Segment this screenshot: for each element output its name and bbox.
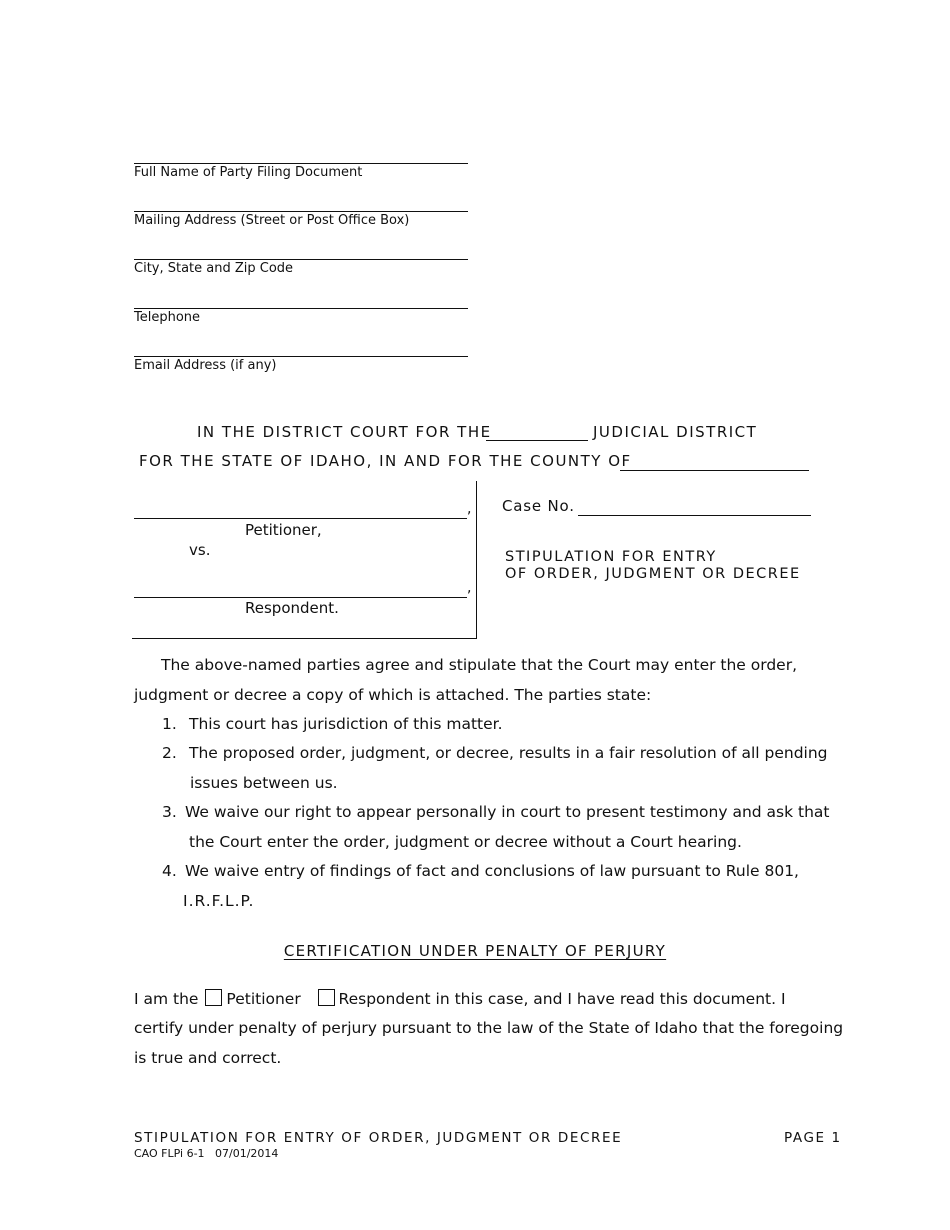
- email-label: Email Address (if any): [134, 358, 277, 373]
- item-4-line-2: I.R.F.L.P.: [183, 892, 255, 910]
- county-input-line[interactable]: [620, 470, 809, 471]
- document-title-line-1: STIPULATION FOR ENTRY: [505, 549, 717, 565]
- certification-heading-text: CERTIFICATION UNDER PENALTY OF PERJURY: [283, 942, 667, 960]
- footer-form-id: CAO FLPi 6-1 07/01/2014: [134, 1147, 279, 1160]
- respondent-checkbox[interactable]: [318, 989, 335, 1006]
- document-title-line-2: OF ORDER, JUDGMENT OR DECREE: [505, 566, 801, 582]
- item-1-line-1: This court has jurisdiction of this matter.: [189, 715, 503, 733]
- judicial-district-input-line[interactable]: [486, 440, 588, 441]
- item-3-line-1: We waive our right to appear personally in court to present testimony and ask that: [185, 803, 830, 821]
- caption-bottom-border: [132, 638, 477, 639]
- certification-heading: [0, 942, 950, 960]
- item-number: 3.: [162, 803, 177, 821]
- petitioner-name-input-line[interactable]: [134, 518, 467, 519]
- email-input-line[interactable]: [134, 356, 468, 357]
- respondent-name-input-line[interactable]: [134, 597, 467, 598]
- court-line-1-left: IN THE DISTRICT COURT FOR THE: [197, 423, 492, 441]
- item-number: 1.: [162, 715, 177, 733]
- item-2-line-2: issues between us.: [190, 774, 338, 792]
- intro-line-2: judgment or decree a copy of which is attached. The parties state:: [134, 686, 652, 704]
- mailing-address-label: Mailing Address (Street or Post Office Box): [134, 213, 410, 228]
- full-name-input-line[interactable]: [134, 163, 468, 164]
- respondent-comma: ,: [467, 580, 472, 596]
- certification-line-3: is true and correct.: [134, 1049, 282, 1067]
- footer-title: STIPULATION FOR ENTRY OF ORDER, JUDGMENT OR DECREE: [134, 1130, 623, 1146]
- telephone-label: Telephone: [134, 310, 201, 325]
- court-line-2: FOR THE STATE OF IDAHO, IN AND FOR THE COUNTY OF: [139, 452, 632, 470]
- certification-line-2: certify under penalty of perjury pursuant to the law of the State of Idaho that the foregoing: [134, 1019, 844, 1037]
- item-number: 4.: [162, 862, 177, 880]
- petitioner-option-label: Petitioner: [226, 990, 301, 1008]
- respondent-label: Respondent.: [245, 599, 339, 617]
- caption-divider: [476, 481, 477, 639]
- petitioner-checkbox[interactable]: [205, 989, 222, 1006]
- petitioner-label: Petitioner,: [245, 521, 322, 539]
- city-state-zip-label: City, State and Zip Code: [134, 261, 294, 276]
- item-number: 2.: [162, 744, 177, 762]
- mailing-address-input-line[interactable]: [134, 211, 468, 212]
- petitioner-comma: ,: [467, 501, 472, 517]
- item-4-line-1: We waive entry of findings of fact and conclusions of law pursuant to Rule 801,: [185, 862, 799, 880]
- respondent-option-label: Respondent in this case, and I have read this document. I: [338, 990, 786, 1008]
- telephone-input-line[interactable]: [134, 308, 468, 309]
- city-state-zip-input-line[interactable]: [134, 259, 468, 260]
- court-line-1-right: JUDICIAL DISTRICT: [593, 423, 758, 441]
- certification-line-1: [134, 985, 786, 1015]
- case-no-input-line[interactable]: [578, 515, 811, 516]
- item-2-line-1: The proposed order, judgment, or decree, results in a fair resolution of all pending: [189, 744, 828, 762]
- i-am-the-text: I am the: [134, 990, 199, 1008]
- vs-label: vs.: [189, 541, 211, 559]
- intro-line-1: The above-named parties agree and stipulate that the Court may enter the order,: [161, 656, 798, 674]
- item-3-line-2: the Court enter the order, judgment or decree without a Court hearing.: [189, 833, 742, 851]
- footer-page-number: PAGE 1: [784, 1130, 842, 1146]
- full-name-label: Full Name of Party Filing Document: [134, 165, 363, 180]
- case-no-label: Case No.: [502, 497, 575, 515]
